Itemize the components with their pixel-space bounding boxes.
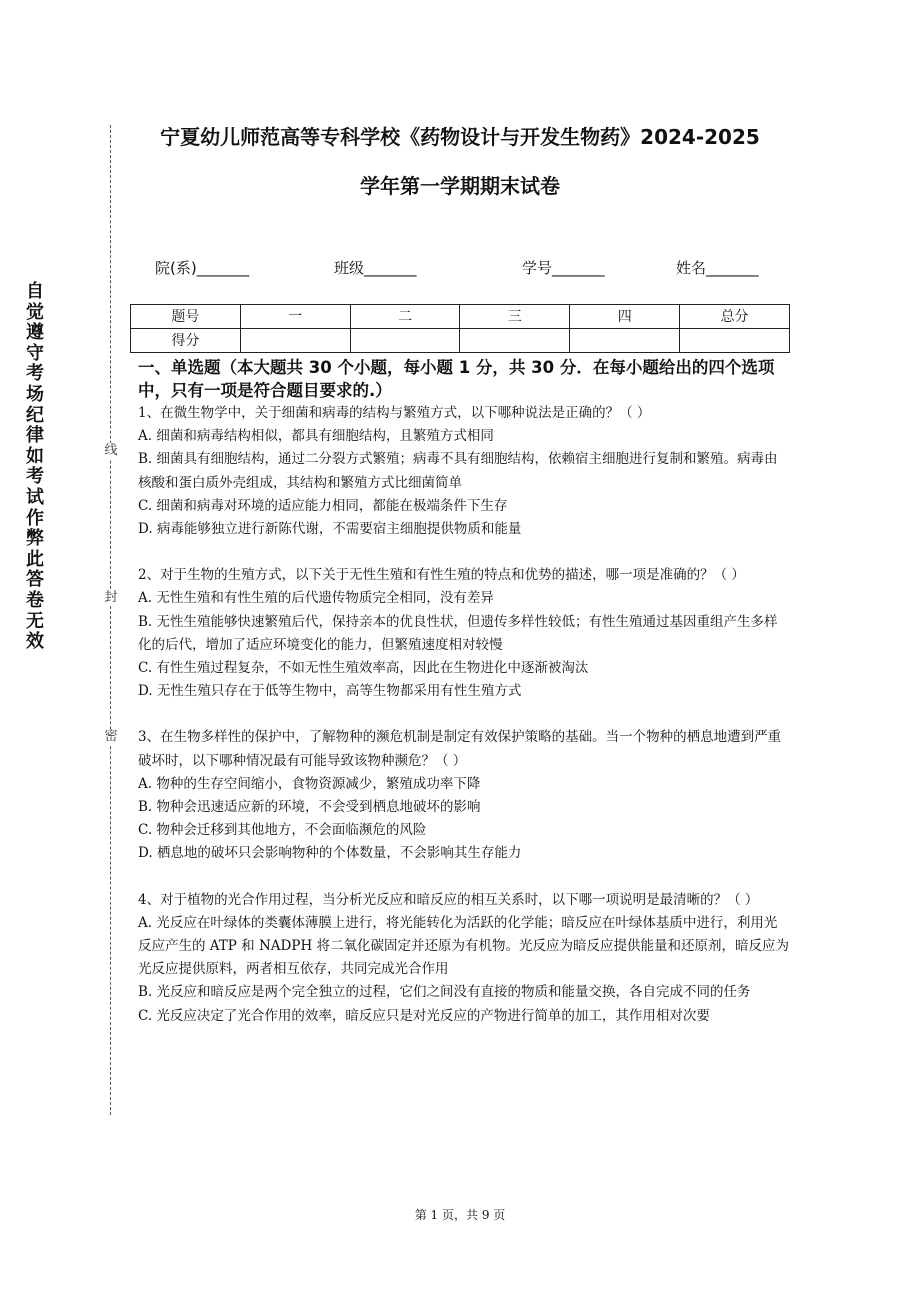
section-heading: 一、单选题（本大题共 30 个小题，每小题 1 分，共 30 分．在每小题给出的四个选项中，只有一项是符合题目要求的.） [138, 358, 775, 400]
score-table-score-row [131, 329, 790, 353]
score-table-header-cell: 二 [350, 305, 460, 329]
name-field: 姓名_______ [676, 259, 759, 277]
question-option: C. 光反应决定了光合作用的效率，暗反应只是对光反应的产物进行简单的加工，其作用相对次要 [138, 1007, 710, 1024]
question-option: A. 细菌和病毒结构相似，都具有细胞结构，且繁殖方式相同 [138, 428, 494, 445]
score-table-header-cell: 三 [460, 305, 570, 329]
question-3 [138, 726, 790, 865]
score-cell [460, 329, 570, 353]
binding-dashed-line [110, 125, 111, 1115]
question-option: A. 无性生殖和有性生殖的后代遗传物质完全相同，没有差异 [138, 590, 494, 607]
score-cell [240, 329, 350, 353]
score-row-label: 得分 [131, 329, 241, 353]
score-cell [350, 329, 460, 353]
question-4 [138, 889, 790, 1028]
exam-content [138, 356, 790, 1028]
binding-mark-line: 线 [102, 443, 120, 459]
department-field: 院(系)_______ [155, 259, 250, 277]
score-table-header-cell: 题号 [131, 305, 241, 329]
class-field: 班级_______ [334, 259, 417, 277]
question-stem: 3、在生物多样性的保护中，了解物种的濒危机制是制定有效保护策略的基础。当一个物种的栖息地遭到严重破坏时，以下哪种情况最有可能导致该物种濒危？（ ） [138, 729, 782, 769]
score-table-header-row [131, 305, 790, 329]
question-1 [138, 402, 790, 541]
question-stem: 1、在微生物学中，关于细菌和病毒的结构与繁殖方式，以下哪种说法是正确的？（ ） [138, 405, 651, 421]
page-title-line-2: 学年第一学期期末试卷 [360, 174, 560, 198]
binding-mark-secret: 密 [102, 729, 120, 745]
question-option: B. 无性生殖能够快速繁殖后代，保持亲本的优良性状，但遗传多样性较低；有性生殖通过基因重组产生多样化的后代，增加了适应环境变化的能力，但繁殖速度相对较慢 [138, 613, 778, 653]
question-option: B. 光反应和暗反应是两个完全独立的过程，它们之间没有直接的物质和能量交换，各自完成不同的任务 [138, 984, 751, 1001]
question-option: D. 病毒能够独立进行新陈代谢，不需要宿主细胞提供物质和能量 [138, 521, 522, 538]
question-option: B. 物种会迅速适应新的环境，不会受到栖息地破坏的影响 [138, 799, 481, 816]
score-table-header-cell: 一 [240, 305, 350, 329]
question-stem: 2、对于生物的生殖方式，以下关于无性生殖和有性生殖的特点和优势的描述，哪一项是准确的？（ ） [138, 567, 745, 584]
question-option: A. 物种的生存空间缩小，食物资源减少，繁殖成功率下降 [138, 775, 481, 792]
question-option: D. 栖息地的破坏只会影响物种的个体数量，不会影响其生存能力 [138, 845, 522, 862]
score-table [130, 304, 790, 353]
page-footer: 第 1 页，共 9 页 [414, 1208, 506, 1222]
question-2 [138, 564, 790, 703]
question-option: C. 有性生殖过程复杂，不如无性生殖效率高，因此在生物进化中逐渐被淘汰 [138, 660, 589, 677]
exam-discipline-notice: 自觉遵守考场纪律如考试作弊此答卷无效 [26, 281, 44, 653]
question-option: C. 物种会迁移到其他地方，不会面临濒危的风险 [138, 822, 427, 839]
binding-mark-seal: 封 [102, 590, 120, 606]
score-table-header-cell: 四 [570, 305, 680, 329]
score-cell [570, 329, 680, 353]
question-stem: 4、对于植物的光合作用过程，当分析光反应和暗反应的相互关系时，以下哪一项说明是最清晰的？（ ） [138, 891, 759, 908]
student-id-field: 学号_______ [522, 259, 605, 277]
score-cell [680, 329, 790, 353]
question-option: C. 细菌和病毒对环境的适应能力相同，都能在极端条件下生存 [138, 497, 508, 514]
question-option: D. 无性生殖只存在于低等生物中，高等生物都采用有性生殖方式 [138, 683, 522, 700]
question-option: B. 细菌具有细胞结构，通过二分裂方式繁殖；病毒不具有细胞结构，依赖宿主细胞进行复制和繁殖。病毒由核酸和蛋白质外壳组成，其结构和繁殖方式比细菌简单 [138, 451, 778, 491]
score-table-header-cell: 总分 [680, 305, 790, 329]
page-title-line-1: 宁夏幼儿师范高等专科学校《药物设计与开发生物药》2024-2025 [160, 125, 760, 149]
question-option: A. 光反应在叶绿体的类囊体薄膜上进行，将光能转化为活跃的化学能；暗反应在叶绿体基质中进行，利用光反应产生的 ATP 和 NADPH 将二氧化碳固定并还原为有机物。光反应为暗反应提供能量和还原剂，暗反应为光反应提供原料，两者相互依存，共同完成光合作用 [138, 914, 790, 978]
